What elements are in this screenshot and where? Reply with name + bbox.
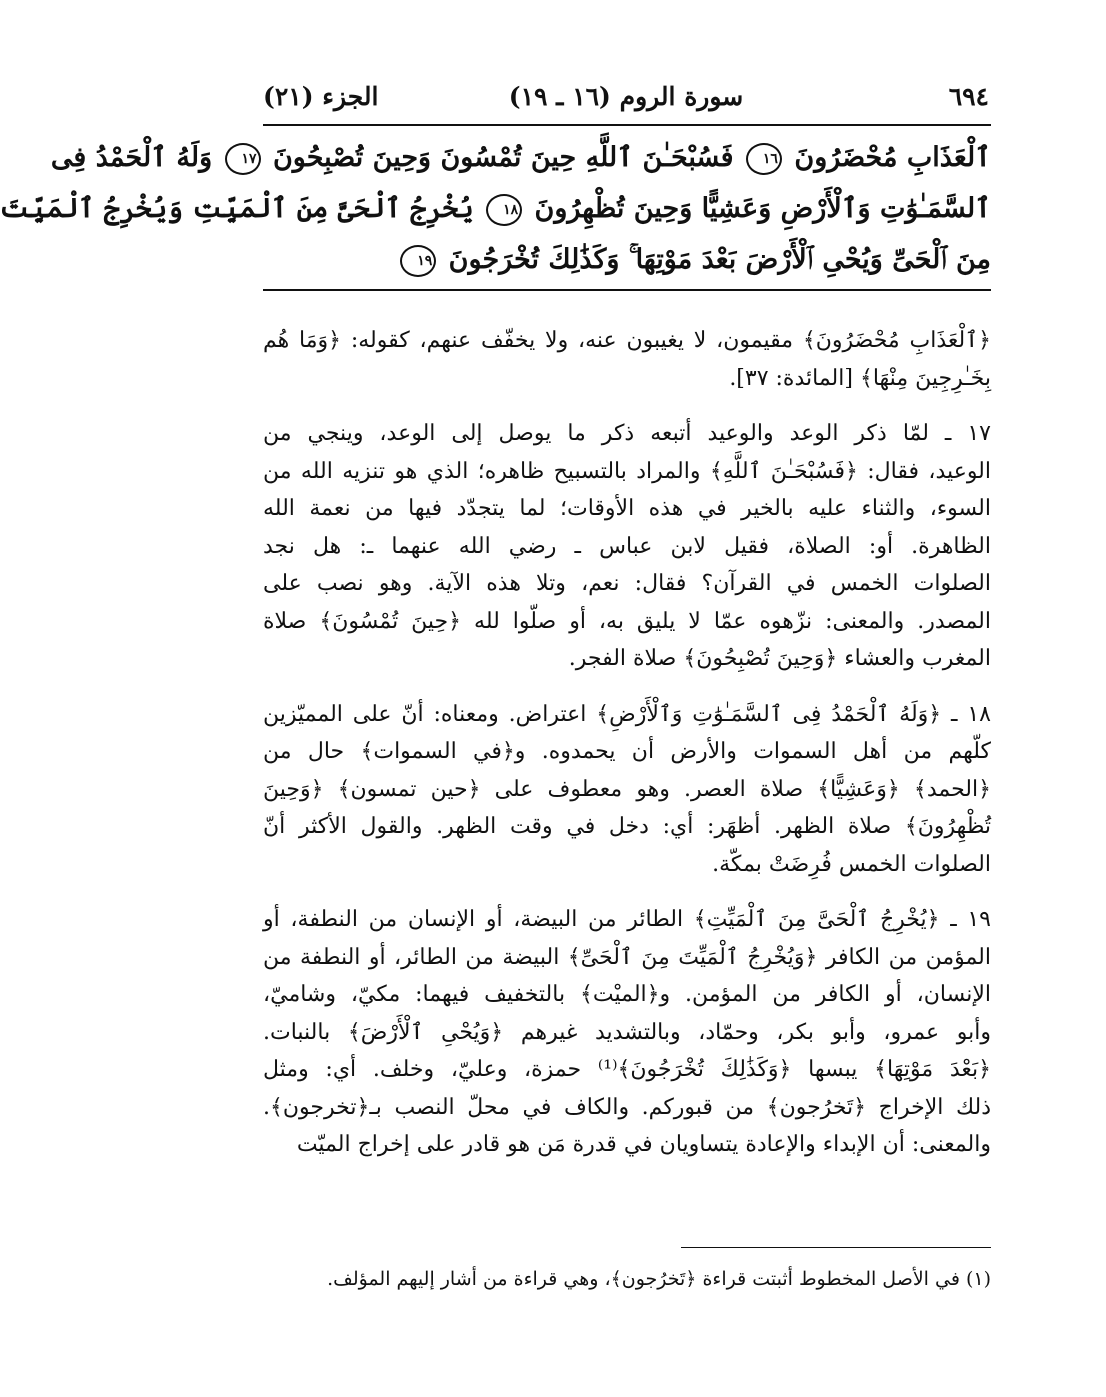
ayah-number-marker: ١٩ xyxy=(400,245,436,277)
surah-title: سورة الروم (١٦ ـ ١٩) xyxy=(508,82,744,111)
footnote-divider xyxy=(681,1247,991,1248)
ayah-number-marker: ١٦ xyxy=(746,143,782,175)
commentary-line: ﴿ٱلْعَذَابِ مُحْضَرُونَ﴾ مقيمون، لا يغيبون عنه، ولا يخفّف عنهم، كقوله: ﴿وَمَا هُم xyxy=(263,328,991,353)
page-header xyxy=(263,78,989,118)
commentary-line: ﴿الحمد﴾ ﴿وَعَشِيًّا﴾ صلاة العصر. وهو معطوف على ﴿حين تمسون﴾ ﴿وَحِينَ xyxy=(263,776,991,802)
verse-text: ٱلْعَذَابِ مُحْضَرُونَ xyxy=(794,142,991,173)
footnote: (١) في الأصل المخطوط أثبتت قراءة ﴿تَخرُجون﴾، وهي قراءة من أشار إليهم المؤلف. xyxy=(327,1268,991,1290)
commentary-line: المغرب والعشاء ﴿وَحِينَ تُصْبِحُونَ﴾ صلاة الفجر. xyxy=(568,646,991,671)
commentary-line: وأبو عمرو، وأبو بكر، وحمّاد، وبالتشديد غيرهم ﴿وَيُحْىِ ٱلْأَرْضَ﴾ بالنبات. xyxy=(263,1019,991,1045)
commentary-line: ١٨ ـ ﴿وَلَهُ ٱلْحَمْدُ فِى ٱلسَّمَـٰوَٰتِ وَٱلْأَرْضِ﴾ اعتراض. ومعناه: أنّ على المميّزين xyxy=(263,701,991,727)
commentary-line: ذلك الإخراج ﴿تَخرُجون﴾ من قبوركم. والكاف في محلّ النصب بـ﴿تخرجون﴾. xyxy=(263,1094,991,1120)
commentary-line: ﴿بَعْدَ مَوْتِهَا﴾ يبسها ﴿وَكَذَٰلِكَ تُخْرَجُونَ﴾⁽¹⁾ حمزة، وعليّ، وخلف. أي: ومثل xyxy=(263,1057,991,1082)
commentary-line: ١٩ ـ ﴿يُخْرِجُ ٱلْحَىَّ مِنَ ٱلْمَيِّتِ﴾ الطائر من البيضة، أو الإنسان من النطفة، أو xyxy=(263,907,991,932)
commentary-line: بِخَـٰرِجِينَ مِنْهَا﴾ [المائدة: ٣٧]. xyxy=(729,365,991,391)
commentary-line: السوء، والثناء عليه بالخير في هذه الأوقات؛ لما يتجدّد فيها من نعمة الله xyxy=(263,496,991,521)
page-number: ٦٩٤ xyxy=(948,82,989,111)
quran-divider xyxy=(263,289,991,291)
quran-line xyxy=(263,234,991,285)
commentary-line: الصلوات الخمس فُرِضَتْ بمكّة. xyxy=(712,851,991,877)
commentary-paragraph xyxy=(263,696,991,884)
commentary-line: ١٧ ـ لمّا ذكر الوعد والوعيد أتبعه ذكر ما يوصل إلى الوعد، وينجي من xyxy=(263,421,991,446)
ayah-number-marker: ١٨ xyxy=(486,194,522,226)
commentary-line: المصدر. والمعنى: نزّهوه عمّا لا يليق به، أو صلّوا لله ﴿حِينَ تُمْسُونَ﴾ صلاة xyxy=(263,608,991,634)
verse-text: فَسُبْحَـٰنَ ٱللَّهِ حِينَ تُمْسُونَ وَحِينَ تُصْبِحُونَ xyxy=(272,142,734,173)
commentary-line: الإنسان، أو الكافر من المؤمن. و﴿الميْت﴾ بالتخفيف فيهما: مكيّ، وشاميّ، xyxy=(263,982,991,1007)
quran-line xyxy=(0,183,991,234)
commentary-line: كلّهم من أهل السموات والأرض أن يحمدوه. و﴿في السموات﴾ حال من xyxy=(263,739,991,764)
verse-text: وَلَهُ ٱلْحَمْدُ فِى xyxy=(50,142,213,173)
commentary-line: والمعنى: أن الإبداء والإعادة يتساويان في قدرة مَن هو قادر على إخراج الميّت xyxy=(296,1132,991,1157)
commentary-line: الوعيد، فقال: ﴿فَسُبْحَـٰنَ ٱللَّهِ﴾ والمراد بالتسبيح ظاهره؛ الذي هو تنزيه الله من xyxy=(263,458,991,484)
juz-label: الجزء (٢١) xyxy=(263,82,379,111)
commentary-paragraph xyxy=(263,322,991,397)
quran-text-block xyxy=(0,132,991,285)
commentary-line: الظاهرة. أو: الصلاة، فقيل لابن عباس ـ رضي الله عنهما ـ: هل نجد xyxy=(263,533,991,559)
commentary-block xyxy=(263,322,991,1182)
commentary-line: المؤمن من الكافر ﴿وَيُخْرِجُ ٱلْمَيِّتَ مِنَ ٱلْحَىِّ﴾ البيضة من الطائر، أو النطفة من xyxy=(263,944,991,970)
verse-text: ٱلسَّمَـٰوَٰتِ وَٱلْأَرْضِ وَعَشِيًّا وَحِينَ تُظْهِرُونَ xyxy=(534,193,991,224)
quran-line xyxy=(50,132,991,183)
ayah-number-marker: ١٧ xyxy=(225,143,261,175)
commentary-paragraph xyxy=(263,901,991,1164)
verse-text: مِنَ ٱلْحَىِّ وَيُحْىِ ٱلْأَرْضَ بَعْدَ مَوْتِهَا ۚ وَكَذَٰلِكَ تُخْرَجُونَ xyxy=(448,244,991,275)
verse-text: يُخْرِجُ ٱلْحَىَّ مِنَ ٱلْمَيِّتِ وَيُخْرِجُ ٱلْمَيِّتَ xyxy=(0,193,474,224)
commentary-line: تُظْهِرُونَ﴾ صلاة الظهر. أظهَر: أي: دخل في وقت الظهر. والقول الأكثر أنّ xyxy=(263,814,991,839)
commentary-line: الصلوات الخمس في القرآن؟ فقال: نعم، وتلا هذه الآية. وهو نصب على xyxy=(263,571,991,596)
header-divider xyxy=(263,124,991,126)
commentary-paragraph xyxy=(263,415,991,678)
